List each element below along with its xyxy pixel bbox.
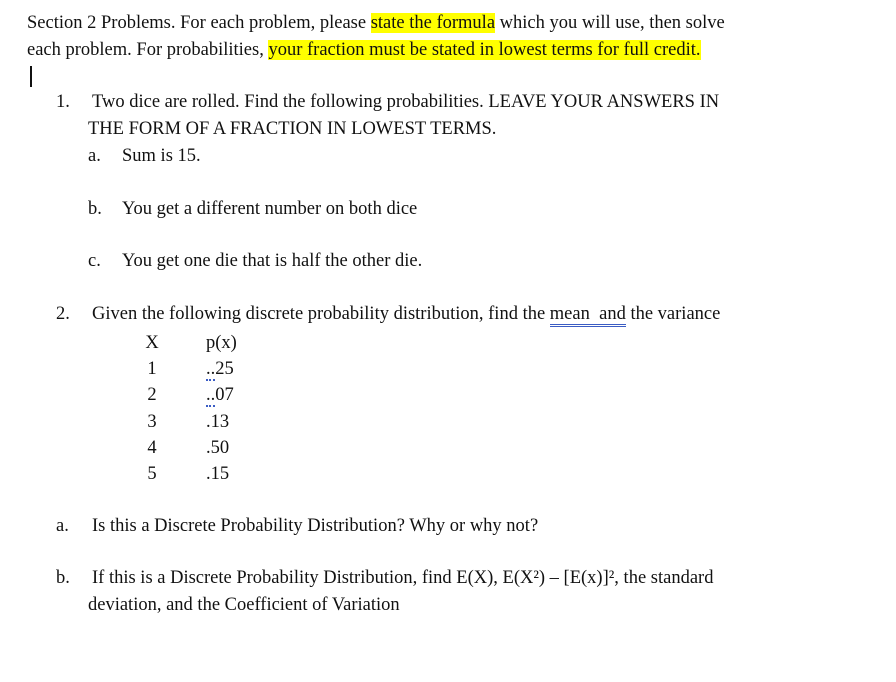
problem-1-part-c-label: c. [88, 251, 101, 271]
problem-2-part-a-text: Is this a Discrete Probability Distribution? Why or why not? [92, 516, 539, 536]
highlight-state-formula: state the formula [370, 13, 496, 33]
p-value: .50 [206, 438, 230, 458]
x-value: 4 [147, 438, 157, 458]
problem-1-text-line-1: Two dice are rolled. Find the following probabilities. LEAVE YOUR ANSWERS IN [92, 92, 720, 112]
p-value [206, 384, 234, 406]
p-digits: 07 [215, 385, 234, 405]
underlined-space [590, 304, 599, 324]
problem-1-part-b-label: b. [88, 199, 102, 219]
x-value: 3 [147, 412, 157, 432]
text-cursor[interactable] [30, 66, 32, 87]
problem-2-part-b-line-1: If this is a Discrete Probability Distribution, find E(X), E(X²) – [E(x)]², the standard [92, 568, 714, 588]
column-header-x: X [145, 333, 159, 353]
p-value: .15 [206, 464, 230, 484]
word-mean: mean [549, 304, 590, 324]
instructions-text: which you will use, then solve [495, 13, 725, 33]
problem-1-part-a-label: a. [88, 146, 101, 166]
x-value: 2 [147, 385, 157, 405]
problem-2-number: 2. [56, 304, 70, 324]
problem-2-part-a-label: a. [56, 516, 69, 536]
word-and: and [599, 304, 626, 324]
instructions-text: each problem. For probabilities, [27, 40, 269, 60]
word-mean-underlined [550, 304, 626, 327]
proofing-dots: .. [206, 359, 216, 379]
column-header-px: p(x) [206, 333, 237, 353]
x-value: 1 [147, 359, 157, 379]
p-digits: 25 [215, 359, 234, 379]
problem-2-part-b-label: b. [56, 568, 70, 588]
problem-1-part-b-text: You get a different number on both dice [122, 199, 418, 219]
proofing-dots: .. [206, 385, 216, 405]
problem-2-text-a: Given the following discrete probability distribution, find the [92, 304, 550, 324]
p-value [206, 358, 234, 380]
problem-1-part-c-text: You get one die that is half the other die. [122, 251, 423, 271]
p-value: .13 [206, 412, 230, 432]
problem-2-text-b: the variance [625, 304, 721, 324]
problem-1-text-line-2: THE FORM OF A FRACTION IN LOWEST TERMS. [88, 119, 497, 139]
instructions-line-1 [27, 12, 725, 34]
problem-2-part-b-line-2: deviation, and the Coefficient of Variation [88, 595, 400, 615]
problem-1-part-a-text: Sum is 15. [122, 146, 201, 166]
problem-2-text [92, 303, 720, 325]
highlight-lowest-terms: your fraction must be stated in lowest terms for full credit. [268, 40, 701, 60]
x-value: 5 [147, 464, 157, 484]
problem-1-number: 1. [56, 92, 70, 112]
instructions-text: Section 2 Problems. For each problem, please [27, 13, 371, 33]
instructions-line-2 [27, 39, 701, 61]
